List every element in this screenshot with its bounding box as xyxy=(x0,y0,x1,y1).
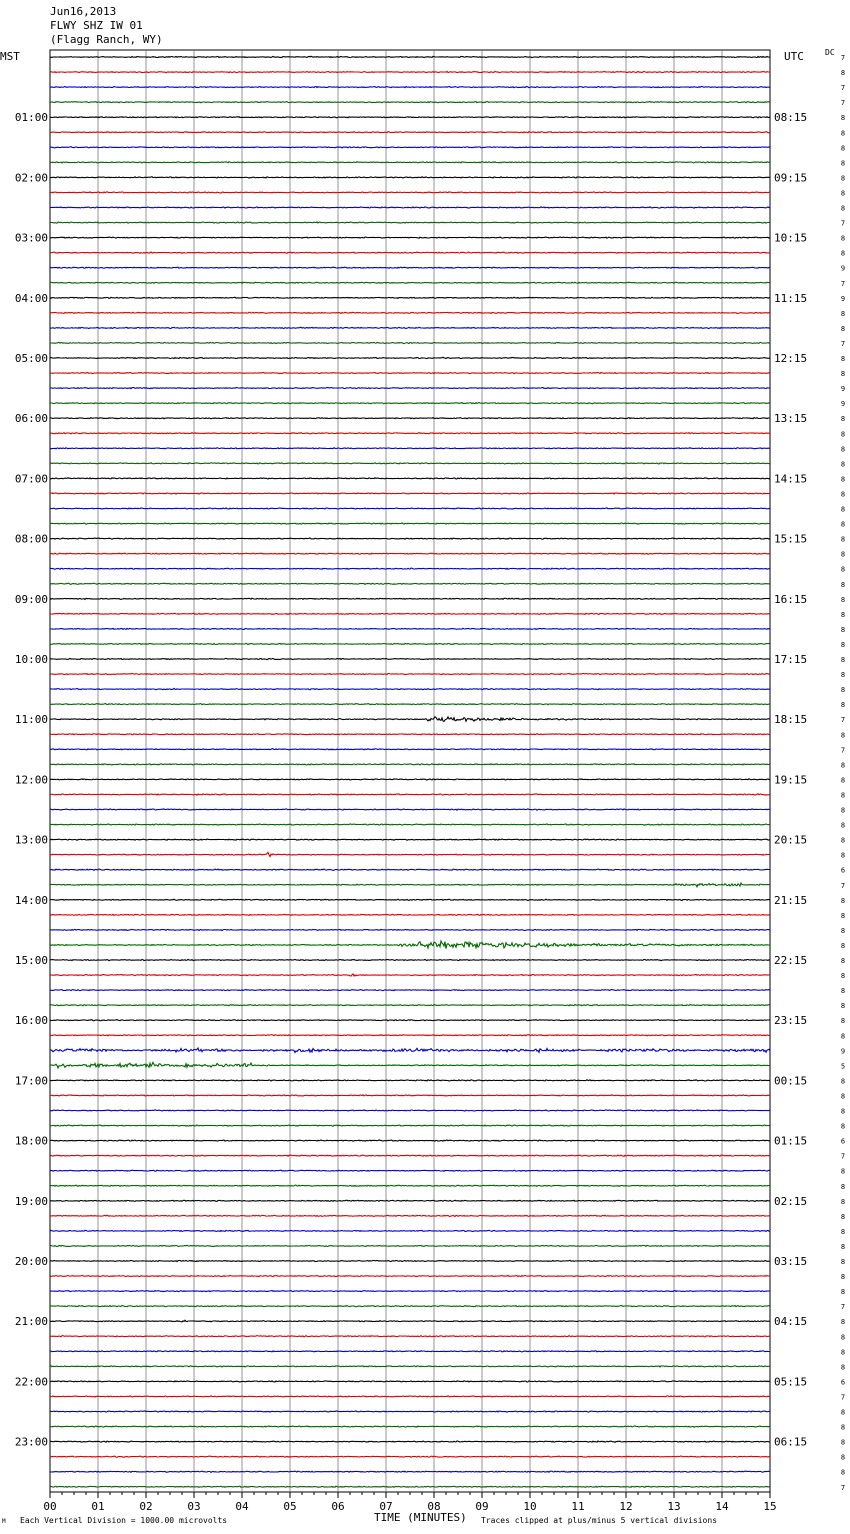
traces xyxy=(50,56,770,1487)
seismic-trace xyxy=(50,1320,770,1322)
seismic-trace xyxy=(50,1035,770,1036)
x-tick-label: 09 xyxy=(475,1500,489,1513)
seismic-trace xyxy=(50,162,770,163)
record-date: Jun16,2013 xyxy=(50,5,117,18)
seismic-trace xyxy=(50,914,770,915)
dc-offset-label: 7 xyxy=(840,99,846,108)
dc-offset-label: 8 xyxy=(840,911,846,920)
dc-offset-label: 8 xyxy=(840,640,846,649)
dc-offset-label: 8 xyxy=(840,1408,846,1417)
dc-offset-label: 8 xyxy=(840,1167,846,1176)
dc-offset-label: 8 xyxy=(840,370,846,379)
footer-clip-note: Traces clipped at plus/minus 5 vertical divisions xyxy=(481,1516,718,1525)
seismic-trace xyxy=(50,643,770,644)
hour-label-right: 22:15 xyxy=(774,954,808,967)
seismic-trace xyxy=(50,717,770,722)
hour-label-right: 14:15 xyxy=(774,472,808,486)
seismic-trace xyxy=(50,1471,770,1472)
corner-mark: M xyxy=(2,1518,6,1525)
hour-label-left: 12:00 xyxy=(14,773,48,787)
dc-offset-label: 8 xyxy=(840,550,846,559)
dc-offset-label: 8 xyxy=(840,1348,846,1357)
hour-label-left: 07:00 xyxy=(14,472,48,486)
dc-offset-label: 8 xyxy=(840,1453,846,1462)
hour-label-right: 15:15 xyxy=(774,532,808,546)
seismic-trace xyxy=(50,1381,770,1382)
hour-label-right: 18:15 xyxy=(774,713,808,727)
seismic-trace xyxy=(50,312,770,313)
seismic-trace xyxy=(50,282,770,283)
seismic-trace xyxy=(50,734,770,735)
hour-label-left: 13:00 xyxy=(14,833,48,847)
seismic-trace xyxy=(50,538,770,539)
dc-offset-label: 9 xyxy=(840,264,846,273)
station-code: FLWY SHZ IW 01 xyxy=(50,19,143,32)
seismic-trace xyxy=(50,794,770,795)
dc-offset-label: 8 xyxy=(840,686,846,695)
seismic-trace xyxy=(50,929,770,930)
x-axis-title: TIME (MINUTES) xyxy=(374,1511,467,1524)
dc-offset-label: 8 xyxy=(840,144,846,153)
seismic-trace xyxy=(50,1215,770,1216)
hour-label-left: 04:00 xyxy=(14,291,48,305)
dc-offset-label: 8 xyxy=(840,791,846,800)
x-tick-label: 02 xyxy=(139,1500,153,1513)
seismic-trace xyxy=(50,1275,770,1276)
dc-offset-label: 9 xyxy=(840,385,846,394)
seismic-trace xyxy=(50,658,770,659)
dc-offset-label: 8 xyxy=(840,1182,846,1191)
seismic-trace xyxy=(50,1125,770,1126)
seismic-trace xyxy=(50,1245,770,1246)
dc-offset-label: 8 xyxy=(840,535,846,544)
seismic-trace xyxy=(50,207,770,208)
dc-offset-label: 8 xyxy=(840,761,846,770)
hour-label-left: 17:00 xyxy=(14,1074,48,1088)
hour-label-right: 16:15 xyxy=(774,592,808,606)
hour-label-left: 05:00 xyxy=(14,352,48,365)
dc-offset-label: 8 xyxy=(840,1363,846,1372)
seismic-trace xyxy=(50,749,770,750)
seismic-trace xyxy=(50,1080,770,1081)
dc-offset-label: 8 xyxy=(840,926,846,935)
hour-label-left: 18:00 xyxy=(14,1134,48,1148)
hour-label-right: 21:15 xyxy=(774,893,808,907)
seismic-trace xyxy=(50,1291,770,1292)
hour-label-right: 20:15 xyxy=(774,833,808,847)
dc-offset-label: 8 xyxy=(840,1333,846,1342)
seismic-trace xyxy=(50,342,770,343)
x-tick-label: 14 xyxy=(715,1500,729,1513)
hour-label-right: 12:15 xyxy=(774,352,808,365)
hour-label-left: 23:00 xyxy=(14,1435,48,1449)
seismic-trace xyxy=(50,824,770,825)
dc-offset-label: 7 xyxy=(840,881,846,890)
station-location: (Flagg Ranch, WY) xyxy=(50,33,163,46)
seismic-trace xyxy=(50,1426,770,1427)
dc-offset-label: 7 xyxy=(840,54,846,62)
seismic-trace xyxy=(50,852,770,856)
x-tick-label: 05 xyxy=(283,1500,297,1513)
seismic-trace xyxy=(50,1062,770,1068)
seismic-trace xyxy=(50,883,770,887)
seismic-trace xyxy=(50,192,770,193)
hour-label-left: 14:00 xyxy=(14,893,48,907)
x-tick-label: 10 xyxy=(523,1500,537,1513)
seismic-trace xyxy=(50,493,770,494)
dc-offset-label: 7 xyxy=(840,84,846,93)
seismic-trace xyxy=(50,1486,770,1487)
seismic-trace xyxy=(50,1005,770,1006)
seismic-trace xyxy=(50,1456,770,1457)
seismic-trace xyxy=(50,990,770,991)
seismic-trace xyxy=(50,568,770,569)
dc-offset-label: 8 xyxy=(840,159,846,168)
seismic-trace xyxy=(50,688,770,689)
seismic-trace xyxy=(50,1366,770,1367)
dc-offset-label: 8 xyxy=(840,731,846,740)
dc-offset-label: 6 xyxy=(840,1137,846,1146)
hour-label-left: 01:00 xyxy=(14,111,48,125)
hour-label-left: 15:00 xyxy=(14,954,48,967)
dc-offset-label: 9 xyxy=(840,400,846,409)
seismic-trace xyxy=(50,628,770,629)
hour-label-right: 17:15 xyxy=(774,653,808,666)
hour-label-left: 03:00 xyxy=(14,231,48,245)
seismic-trace xyxy=(50,387,770,388)
seismic-trace xyxy=(50,704,770,705)
dc-offset-label: 8 xyxy=(840,490,846,499)
x-tick-label: 06 xyxy=(331,1500,345,1513)
x-tick-label: 08 xyxy=(427,1500,441,1513)
hour-label-right: 08:15 xyxy=(774,111,808,125)
hour-label-left: 16:00 xyxy=(14,1014,48,1028)
dc-offset-label: 8 xyxy=(840,324,846,333)
dc-offset-label: 7 xyxy=(840,1152,846,1161)
dc-offset-label: 8 xyxy=(840,415,846,424)
dc-offset-label: 8 xyxy=(840,806,846,815)
seismic-trace xyxy=(50,779,770,780)
seismic-trace xyxy=(50,237,770,238)
dc-offset-label: 8 xyxy=(840,941,846,950)
dc-offset-label: 8 xyxy=(840,1258,846,1266)
dc-offset-label: 8 xyxy=(840,174,846,183)
x-tick-label: 00 xyxy=(43,1500,57,1513)
dc-offset-label: 8 xyxy=(840,1122,846,1131)
dc-offset-label: 8 xyxy=(840,671,846,680)
footer-scale-note: Each Vertical Division = 1000.00 microvolts xyxy=(20,1516,228,1525)
dc-label: DC xyxy=(825,48,835,57)
dc-offset-label: 8 xyxy=(840,836,846,845)
dc-offset-label: 8 xyxy=(840,1002,846,1011)
hour-label-right: 05:15 xyxy=(774,1375,808,1389)
dc-offset-label: 8 xyxy=(840,520,846,529)
seismic-trace xyxy=(50,463,770,464)
hour-label-left: 19:00 xyxy=(14,1194,48,1208)
hour-label-right: 00:15 xyxy=(774,1074,808,1088)
seismic-trace xyxy=(50,764,770,765)
dc-offset-label: 8 xyxy=(840,580,846,589)
dc-offset-label: 8 xyxy=(840,1032,846,1041)
dc-offset-label: 8 xyxy=(840,1273,846,1282)
hour-label-left: 11:00 xyxy=(14,713,48,727)
dc-offset-label: 6 xyxy=(840,1378,846,1387)
seismic-trace xyxy=(50,327,770,328)
x-tick-label: 12 xyxy=(619,1500,633,1513)
dc-offset-label: 8 xyxy=(840,505,846,514)
seismic-trace xyxy=(50,1140,770,1141)
dc-offset-label: 8 xyxy=(840,610,846,619)
dc-offset-label: 7 xyxy=(840,1303,846,1312)
dc-offset-label: 8 xyxy=(840,430,846,439)
hour-label-right: 04:15 xyxy=(774,1315,808,1329)
left-timezone-label: MST xyxy=(0,50,20,63)
hour-label-left: 02:00 xyxy=(14,171,48,185)
dc-offset-label: 8 xyxy=(840,1107,846,1116)
x-tick-label: 07 xyxy=(379,1500,393,1513)
seismic-trace xyxy=(50,448,770,449)
x-tick-label: 15 xyxy=(763,1500,777,1513)
seismic-trace xyxy=(50,553,770,554)
seismic-trace xyxy=(50,117,770,118)
dc-offset-label: 8 xyxy=(840,776,846,785)
seismic-trace xyxy=(50,102,770,103)
seismic-trace xyxy=(50,132,770,133)
dc-offset-label: 7 xyxy=(840,1393,846,1402)
dc-offset-label: 8 xyxy=(840,1197,846,1206)
dc-offset-label: 7 xyxy=(840,279,846,288)
dc-offset-label: 8 xyxy=(840,625,846,634)
seismic-trace xyxy=(50,1048,770,1053)
dc-offset-label: 7 xyxy=(840,339,846,348)
x-tick-label: 03 xyxy=(187,1500,201,1513)
dc-offset-label: 8 xyxy=(840,1212,846,1221)
dc-offset-label: 8 xyxy=(840,189,846,198)
seismic-trace xyxy=(50,1020,770,1021)
dc-offset-label: 7 xyxy=(840,716,846,725)
seismic-trace xyxy=(50,433,770,434)
seismic-trace xyxy=(50,478,770,479)
seismic-trace xyxy=(50,1441,770,1442)
seismic-trace xyxy=(50,959,770,960)
x-tick-label: 13 xyxy=(667,1500,681,1513)
hour-label-left: 10:00 xyxy=(14,653,48,666)
hour-label-right: 11:15 xyxy=(774,291,808,305)
seismic-trace xyxy=(50,56,770,57)
hour-label-right: 01:15 xyxy=(774,1134,808,1148)
dc-offset-label: 8 xyxy=(840,129,846,138)
dc-offset-label: 8 xyxy=(840,1438,846,1447)
dc-offset-label: 8 xyxy=(840,1242,846,1251)
dc-offset-label: 8 xyxy=(840,355,846,363)
labels xyxy=(15,54,845,1513)
dc-offset-label: 8 xyxy=(840,1468,846,1477)
seismic-trace xyxy=(50,508,770,509)
seismic-trace xyxy=(50,147,770,148)
hour-label-left: 06:00 xyxy=(14,412,48,426)
dc-offset-label: 8 xyxy=(840,656,846,664)
seismic-trace xyxy=(50,839,770,840)
hour-label-right: 19:15 xyxy=(774,773,808,787)
dc-offset-label: 8 xyxy=(840,595,846,604)
dc-offset-label: 8 xyxy=(840,1077,846,1086)
dc-offset-label: 6 xyxy=(840,866,846,875)
seismic-trace xyxy=(50,267,770,268)
dc-offset-label: 8 xyxy=(840,851,846,860)
seismic-trace xyxy=(50,177,770,178)
seismic-trace xyxy=(50,1095,770,1096)
seismic-trace xyxy=(50,583,770,584)
dc-offset-label: 8 xyxy=(840,445,846,454)
dc-offset-label: 8 xyxy=(840,1288,846,1297)
seismic-trace xyxy=(50,222,770,223)
seismic-trace xyxy=(50,613,770,614)
seismic-trace xyxy=(50,87,770,88)
seismic-trace xyxy=(50,1411,770,1412)
right-timezone-label: UTC xyxy=(784,50,804,63)
dc-offset-label: 7 xyxy=(840,219,846,228)
hour-label-left: 22:00 xyxy=(14,1375,48,1389)
dc-offset-label: 8 xyxy=(840,460,846,469)
seismic-trace xyxy=(50,71,770,72)
seismic-trace xyxy=(50,1200,770,1201)
seismic-trace xyxy=(50,598,770,599)
hour-label-left: 21:00 xyxy=(14,1315,48,1329)
dc-offset-label: 8 xyxy=(840,972,846,981)
seismic-trace xyxy=(50,1396,770,1397)
hour-label-left: 09:00 xyxy=(14,592,48,606)
seismic-trace xyxy=(50,297,770,298)
seismic-trace xyxy=(50,899,770,900)
seismic-trace xyxy=(50,673,770,674)
hour-label-left: 08:00 xyxy=(14,532,48,546)
hour-label-right: 09:15 xyxy=(774,171,808,185)
seismic-trace xyxy=(50,809,770,810)
dc-offset-label: 8 xyxy=(840,204,846,213)
seismic-trace xyxy=(50,941,770,949)
seismic-trace xyxy=(50,403,770,404)
seismic-trace xyxy=(50,974,770,976)
seismic-trace xyxy=(50,1230,770,1231)
dc-offset-label: 8 xyxy=(840,957,846,965)
dc-offset-label: 8 xyxy=(840,1227,846,1236)
dc-offset-label: 8 xyxy=(840,565,846,574)
seismic-trace xyxy=(50,1110,770,1111)
dc-offset-label: 8 xyxy=(840,249,846,258)
dc-offset-label: 8 xyxy=(840,1318,846,1327)
dc-offset-label: 5 xyxy=(840,1062,846,1071)
dc-offset-label: 8 xyxy=(840,114,846,123)
x-tick-label: 11 xyxy=(571,1500,585,1513)
dc-offset-label: 8 xyxy=(840,475,846,484)
hour-label-right: 13:15 xyxy=(774,412,808,426)
dc-offset-label: 8 xyxy=(840,1017,846,1026)
seismic-trace xyxy=(50,1336,770,1337)
dc-offset-label: 8 xyxy=(840,701,846,710)
x-tick-label: 04 xyxy=(235,1500,249,1513)
dc-offset-label: 8 xyxy=(840,1423,846,1432)
dc-offset-label: 7 xyxy=(840,1483,846,1492)
dc-offset-label: 8 xyxy=(840,1092,846,1101)
x-tick-label: 01 xyxy=(91,1500,105,1513)
dc-offset-label: 8 xyxy=(840,234,846,243)
seismic-trace xyxy=(50,357,770,358)
seismic-trace xyxy=(50,869,770,870)
seismic-trace xyxy=(50,1260,770,1261)
seismic-trace xyxy=(50,418,770,419)
dc-offset-label: 9 xyxy=(840,1047,846,1056)
dc-offset-label: 9 xyxy=(840,294,846,303)
hour-label-right: 03:15 xyxy=(774,1255,808,1268)
dc-offset-label: 8 xyxy=(840,987,846,996)
seismic-trace xyxy=(50,1155,770,1156)
seismic-trace xyxy=(50,1306,770,1307)
hour-label-right: 06:15 xyxy=(774,1435,808,1449)
dc-offset-label: 8 xyxy=(840,309,846,318)
seismic-trace xyxy=(50,1351,770,1352)
dc-offset-label: 7 xyxy=(840,746,846,755)
seismic-trace xyxy=(50,523,770,524)
hour-label-right: 02:15 xyxy=(774,1194,808,1208)
seismic-trace xyxy=(50,1170,770,1171)
dc-offset-label: 8 xyxy=(840,896,846,905)
dc-offset-label: 8 xyxy=(840,821,846,830)
seismic-trace xyxy=(50,1185,770,1186)
hour-label-right: 23:15 xyxy=(774,1014,808,1028)
hour-label-left: 20:00 xyxy=(14,1255,48,1268)
seismic-trace xyxy=(50,252,770,253)
hour-label-right: 10:15 xyxy=(774,231,808,245)
dc-offset-label: 8 xyxy=(840,69,846,78)
seismic-trace xyxy=(50,372,770,373)
